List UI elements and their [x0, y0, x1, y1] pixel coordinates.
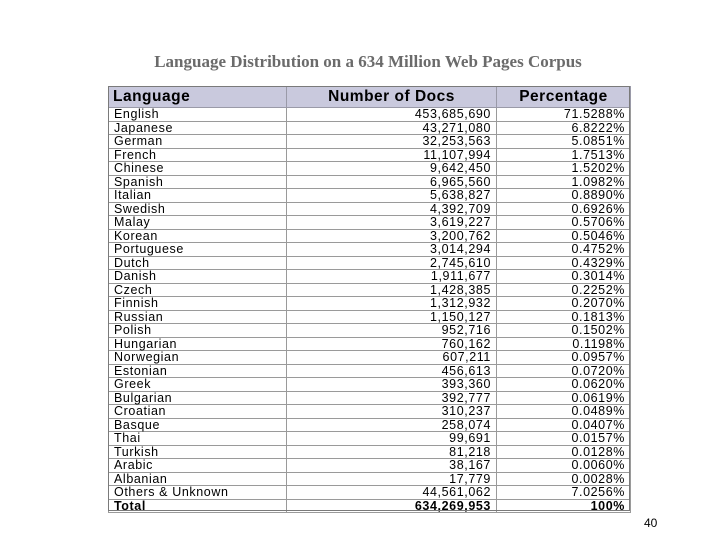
cell-number-of-docs: 44,561,062 [287, 486, 497, 500]
cell-language: Danish [109, 270, 287, 284]
cell-number-of-docs: 453,685,690 [287, 108, 497, 122]
cell-percentage: 0.8890% [497, 189, 631, 203]
table-row [109, 108, 631, 122]
table-row [109, 189, 631, 203]
cell-language: Albanian [109, 472, 287, 486]
cell-percentage: 0.0128% [497, 445, 631, 459]
cell-language: Estonian [109, 364, 287, 378]
table-row [109, 472, 631, 486]
slide-title: Language Distribution on a 634 Million Web Pages Corpus [154, 52, 582, 71]
table-header-row [109, 87, 631, 108]
cell-percentage: 0.0489% [497, 405, 631, 419]
cell-number-of-docs: 310,237 [287, 405, 497, 419]
table-row [109, 162, 631, 176]
cell-number-of-docs: 607,211 [287, 351, 497, 365]
cell-number-of-docs: 5,638,827 [287, 189, 497, 203]
language-table-frame [108, 86, 630, 511]
table-row [109, 378, 631, 392]
cell-number-of-docs: 1,428,385 [287, 283, 497, 297]
cell-number-of-docs: 760,162 [287, 337, 497, 351]
cell-percentage: 0.0028% [497, 472, 631, 486]
total-row [109, 499, 631, 513]
cell-language: Thai [109, 432, 287, 446]
table-row [109, 486, 631, 500]
cell-language: Finnish [109, 297, 287, 311]
cell-percentage: 6.8222% [497, 121, 631, 135]
cell-number-of-docs: 258,074 [287, 418, 497, 432]
table-row [109, 216, 631, 230]
cell-percentage: 0.1502% [497, 324, 631, 338]
table-row [109, 175, 631, 189]
cell-language: Norwegian [109, 351, 287, 365]
cell-language: German [109, 135, 287, 149]
cell-percentage: 7.0256% [497, 486, 631, 500]
table-row [109, 229, 631, 243]
cell-language: Hungarian [109, 337, 287, 351]
cell-language: Greek [109, 378, 287, 392]
table-row [109, 364, 631, 378]
cell-language: Italian [109, 189, 287, 203]
cell-percentage: 0.4329% [497, 256, 631, 270]
table-row [109, 391, 631, 405]
cell-percentage: 0.3014% [497, 270, 631, 284]
cell-number-of-docs: 17,779 [287, 472, 497, 486]
table-row [109, 256, 631, 270]
cell-number-of-docs: 456,613 [287, 364, 497, 378]
cell-language: Others & Unknown [109, 486, 287, 500]
cell-language: English [109, 108, 287, 122]
table-row [109, 243, 631, 257]
table-row [109, 283, 631, 297]
cell-language: Chinese [109, 162, 287, 176]
cell-language: Swedish [109, 202, 287, 216]
cell-number-of-docs: 11,107,994 [287, 148, 497, 162]
cell-language: Russian [109, 310, 287, 324]
cell-language: Dutch [109, 256, 287, 270]
table-row [109, 297, 631, 311]
total-cell-language: Total [109, 499, 287, 513]
cell-number-of-docs: 43,271,080 [287, 121, 497, 135]
cell-language: Basque [109, 418, 287, 432]
column-header-language: Language [109, 87, 287, 108]
cell-percentage: 0.1813% [497, 310, 631, 324]
cell-number-of-docs: 1,911,677 [287, 270, 497, 284]
cell-language: Bulgarian [109, 391, 287, 405]
language-distribution-table [108, 86, 631, 513]
cell-language: Japanese [109, 121, 287, 135]
table-row [109, 405, 631, 419]
column-header-number-of-docs: Number of Docs [287, 87, 497, 108]
cell-number-of-docs: 1,312,932 [287, 297, 497, 311]
cell-percentage: 0.5046% [497, 229, 631, 243]
cell-percentage: 0.0620% [497, 378, 631, 392]
cell-number-of-docs: 3,200,762 [287, 229, 497, 243]
cell-number-of-docs: 392,777 [287, 391, 497, 405]
cell-language: Turkish [109, 445, 287, 459]
cell-number-of-docs: 3,619,227 [287, 216, 497, 230]
cell-number-of-docs: 952,716 [287, 324, 497, 338]
page-number: 40 [644, 516, 658, 530]
table-row [109, 135, 631, 149]
cell-number-of-docs: 99,691 [287, 432, 497, 446]
cell-language: Portuguese [109, 243, 287, 257]
cell-percentage: 0.0619% [497, 391, 631, 405]
cell-percentage: 5.0851% [497, 135, 631, 149]
table-row [109, 148, 631, 162]
cell-number-of-docs: 2,745,610 [287, 256, 497, 270]
cell-language: Korean [109, 229, 287, 243]
cell-number-of-docs: 4,392,709 [287, 202, 497, 216]
cell-language: Arabic [109, 459, 287, 473]
table-row [109, 459, 631, 473]
cell-percentage: 0.6926% [497, 202, 631, 216]
table-row [109, 270, 631, 284]
cell-number-of-docs: 6,965,560 [287, 175, 497, 189]
table-row [109, 324, 631, 338]
cell-percentage: 1.0982% [497, 175, 631, 189]
column-header-percentage: Percentage [497, 87, 631, 108]
total-cell-percentage: 100% [497, 499, 631, 513]
table-row [109, 418, 631, 432]
table-row [109, 337, 631, 351]
total-cell-number-of-docs: 634,269,953 [287, 499, 497, 513]
cell-number-of-docs: 393,360 [287, 378, 497, 392]
cell-number-of-docs: 38,167 [287, 459, 497, 473]
cell-language: Czech [109, 283, 287, 297]
table-row [109, 202, 631, 216]
cell-number-of-docs: 32,253,563 [287, 135, 497, 149]
cell-percentage: 0.0407% [497, 418, 631, 432]
cell-language: Malay [109, 216, 287, 230]
cell-percentage: 0.1198% [497, 337, 631, 351]
cell-percentage: 0.0060% [497, 459, 631, 473]
cell-number-of-docs: 81,218 [287, 445, 497, 459]
cell-percentage: 1.5202% [497, 162, 631, 176]
table-row [109, 121, 631, 135]
cell-percentage: 71.5288% [497, 108, 631, 122]
cell-number-of-docs: 3,014,294 [287, 243, 497, 257]
cell-number-of-docs: 9,642,450 [287, 162, 497, 176]
cell-language: Spanish [109, 175, 287, 189]
cell-language: Polish [109, 324, 287, 338]
table-body [109, 108, 631, 513]
table-row [109, 351, 631, 365]
cell-number-of-docs: 1,150,127 [287, 310, 497, 324]
cell-percentage: 0.0957% [497, 351, 631, 365]
cell-language: French [109, 148, 287, 162]
cell-percentage: 0.5706% [497, 216, 631, 230]
table-row [109, 432, 631, 446]
cell-percentage: 0.4752% [497, 243, 631, 257]
cell-percentage: 0.0720% [497, 364, 631, 378]
cell-percentage: 0.2252% [497, 283, 631, 297]
table-row [109, 310, 631, 324]
cell-percentage: 1.7513% [497, 148, 631, 162]
cell-percentage: 0.0157% [497, 432, 631, 446]
cell-percentage: 0.2070% [497, 297, 631, 311]
cell-language: Croatian [109, 405, 287, 419]
table-row [109, 445, 631, 459]
